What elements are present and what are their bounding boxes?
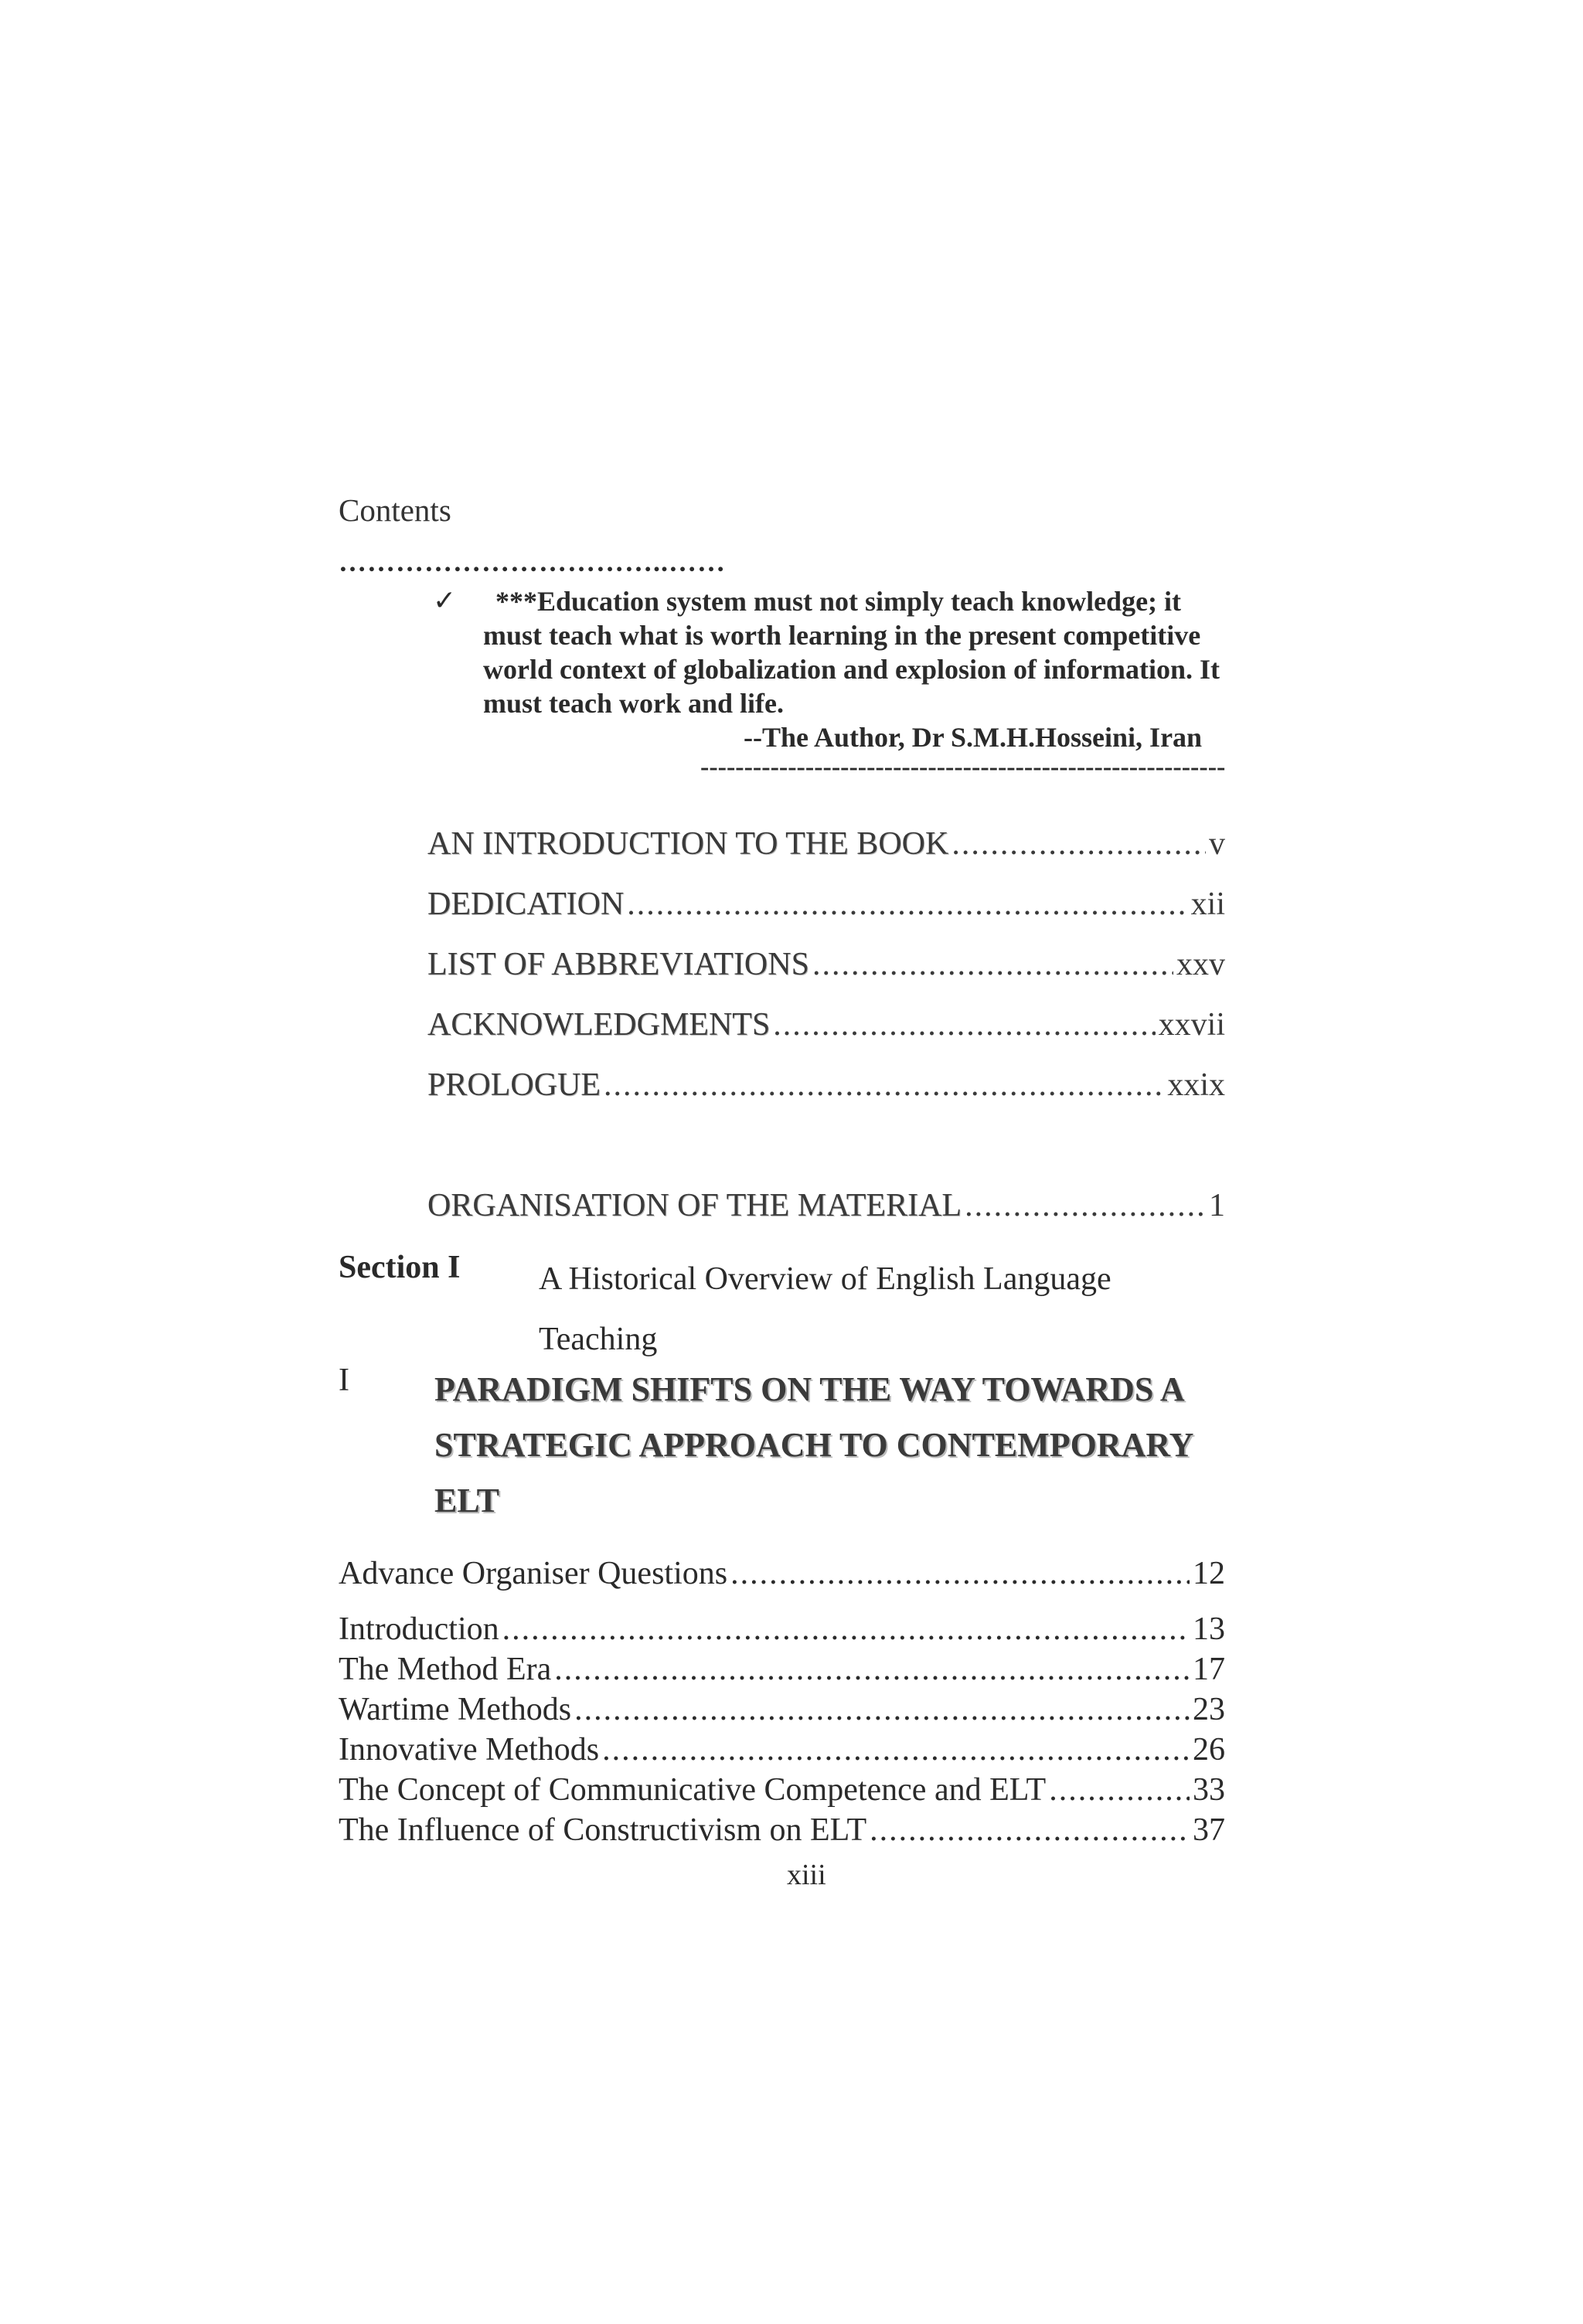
quote-line: ***Education system must not simply teach knowledge; it bbox=[495, 586, 1182, 617]
toc-entry-page: 23 bbox=[1193, 1692, 1225, 1727]
quote-attribution: --The Author, Dr S.M.H.Hosseini, Iran bbox=[744, 722, 1203, 753]
toc-entry-page: xxv bbox=[1176, 947, 1225, 982]
chapter-title[interactable]: PARADIGM SHIFTS ON THE WAY TOWARDS A STRATEGIC APPROACH TO CONTEMPORARY ELT bbox=[434, 1370, 1193, 1519]
toc-entry-page: xxix bbox=[1167, 1067, 1225, 1103]
toc-entry-innovative-methods[interactable] bbox=[339, 1731, 1225, 1768]
contents-title: Contents bbox=[339, 492, 451, 528]
toc-leader-dots bbox=[870, 1812, 1190, 1849]
toc-entry-label: Introduction bbox=[339, 1611, 499, 1647]
toc-entry-label: DEDICATION bbox=[427, 886, 625, 922]
page-number: xiii bbox=[787, 1859, 826, 1891]
toc-entry-page: 12 bbox=[1193, 1556, 1225, 1591]
dashed-rule: ------------------------------------------------------------ bbox=[700, 753, 1226, 781]
toc-entry-page: 1 bbox=[1209, 1188, 1225, 1223]
toc-leader-dots bbox=[1049, 1771, 1190, 1809]
toc-entry-label: Innovative Methods bbox=[339, 1732, 600, 1768]
toc-leader-dots bbox=[627, 886, 1187, 923]
toc-entry-label: The Influence of Constructivism on ELT bbox=[339, 1812, 867, 1848]
epigraph-quote bbox=[483, 584, 1281, 720]
toc-entry-label: PROLOGUE bbox=[427, 1067, 601, 1103]
toc-entry-page: xxvii bbox=[1158, 1007, 1225, 1043]
section-title[interactable]: A Historical Overview of English Language Teaching bbox=[539, 1261, 1112, 1357]
toc-entry-advance-organiser[interactable] bbox=[339, 1555, 1225, 1592]
toc-entry-label: AN INTRODUCTION TO THE BOOK bbox=[427, 826, 949, 862]
toc-entry-label: Wartime Methods bbox=[339, 1692, 572, 1727]
toc-entry-label: LIST OF ABBREVIATIONS bbox=[427, 947, 809, 982]
toc-leader-dots bbox=[604, 1067, 1164, 1104]
toc-entry-prologue[interactable] bbox=[427, 1067, 1225, 1104]
toc-entry-page: xii bbox=[1190, 886, 1225, 922]
toc-leader-dots bbox=[602, 1731, 1190, 1768]
chapter-number: I bbox=[339, 1363, 349, 1398]
toc-leader-dots bbox=[952, 825, 1206, 863]
quote-line: must teach what is worth learning in the present competitive bbox=[483, 620, 1201, 651]
toc-leader-dots bbox=[773, 1006, 1155, 1043]
toc-leader-dots bbox=[965, 1187, 1206, 1224]
toc-entry-wartime-methods[interactable] bbox=[339, 1691, 1225, 1728]
toc-entry-method-era[interactable] bbox=[339, 1651, 1225, 1688]
toc-entry-page: 37 bbox=[1193, 1812, 1225, 1848]
toc-entry-page: 17 bbox=[1193, 1652, 1225, 1687]
dotted-rule: ……………………………..…… bbox=[339, 546, 726, 577]
toc-entry-constructivism[interactable] bbox=[339, 1812, 1225, 1849]
toc-entry-label: The Method Era bbox=[339, 1652, 552, 1687]
toc-entry-dedication[interactable] bbox=[427, 886, 1225, 923]
quote-line: world context of globalization and explosion of information. It bbox=[483, 654, 1220, 685]
quote-line: must teach work and life. bbox=[483, 688, 784, 719]
toc-leader-dots bbox=[554, 1651, 1190, 1688]
toc-leader-dots bbox=[574, 1691, 1190, 1728]
toc-entry-abbreviations[interactable] bbox=[427, 946, 1225, 983]
toc-leader-dots bbox=[502, 1611, 1190, 1648]
toc-entry-acknowledgments[interactable] bbox=[427, 1006, 1225, 1043]
toc-leader-dots bbox=[730, 1555, 1190, 1592]
checkmark-icon: ✓ bbox=[433, 585, 457, 616]
toc-entry-page: v bbox=[1209, 826, 1225, 862]
toc-entry-introduction-chapter[interactable] bbox=[339, 1611, 1225, 1648]
toc-entry-page: 13 bbox=[1193, 1611, 1225, 1647]
toc-entry-communicative-competence[interactable] bbox=[339, 1771, 1225, 1809]
toc-entry-label: ORGANISATION OF THE MATERIAL bbox=[427, 1188, 962, 1223]
toc-entry-page: 26 bbox=[1193, 1732, 1225, 1768]
toc-entry-label: Advance Organiser Questions bbox=[339, 1556, 728, 1591]
toc-entry-label: ACKNOWLEDGMENTS bbox=[427, 1007, 771, 1043]
toc-leader-dots bbox=[812, 946, 1173, 983]
toc-entry-label: The Concept of Communicative Competence and ELT bbox=[339, 1772, 1047, 1808]
toc-entry-introduction[interactable] bbox=[427, 825, 1225, 863]
section-label: Section I bbox=[339, 1250, 461, 1285]
toc-entry-organisation[interactable] bbox=[427, 1187, 1225, 1224]
toc-entry-page: 33 bbox=[1193, 1772, 1225, 1808]
